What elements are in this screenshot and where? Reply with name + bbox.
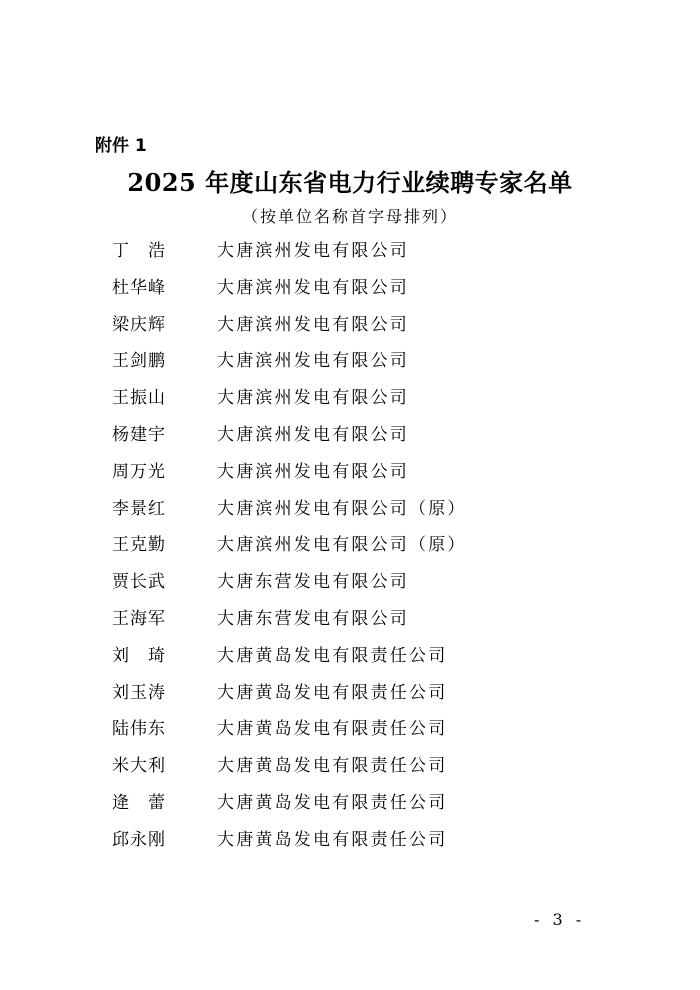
expert-organization: 大唐滨州发电有限公司	[217, 277, 409, 298]
list-item	[0, 524, 700, 561]
list-item	[0, 340, 700, 377]
page-number: - 3 -	[534, 910, 586, 929]
expert-name: 邱永刚	[112, 829, 166, 850]
expert-name: 梁庆辉	[112, 314, 166, 335]
expert-name: 杜华峰	[112, 277, 166, 298]
expert-organization: 大唐滨州发电有限公司	[217, 241, 409, 261]
expert-name: 王剑鹏	[112, 351, 166, 372]
list-item	[0, 672, 700, 709]
list-item	[0, 267, 700, 304]
expert-organization: 大唐黄岛发电有限责任公司	[217, 829, 448, 850]
expert-organization: 大唐滨州发电有限公司	[217, 351, 409, 372]
list-item	[0, 819, 700, 856]
expert-organization: 大唐东营发电有限公司	[217, 608, 409, 629]
expert-organization: 大唐黄岛发电有限责任公司	[217, 719, 448, 740]
list-item	[0, 561, 700, 598]
expert-organization: 大唐滨州发电有限公司	[217, 388, 409, 409]
list-item	[0, 451, 700, 488]
document-subtitle: （按单位名称首字母排列）	[241, 207, 458, 226]
list-item	[0, 304, 700, 341]
expert-name: 周万光	[112, 461, 166, 482]
expert-name: 米大利	[112, 756, 166, 777]
expert-name: 刘 琦	[112, 645, 166, 666]
expert-name: 刘玉涛	[112, 682, 166, 703]
expert-organization: 大唐滨州发电有限公司	[217, 424, 409, 445]
expert-name: 丁 浩	[112, 241, 166, 261]
list-item	[0, 745, 700, 782]
expert-name: 逄 蕾	[112, 792, 166, 813]
expert-name: 陆伟东	[112, 719, 166, 740]
attachment-label: 附件 1	[95, 136, 147, 156]
list-item	[0, 598, 700, 635]
list-item	[0, 414, 700, 451]
expert-name: 杨建宇	[112, 424, 166, 445]
expert-organization: 大唐滨州发电有限公司	[217, 314, 409, 335]
expert-organization: 大唐滨州发电有限公司（原）	[217, 535, 467, 556]
list-item	[0, 377, 700, 414]
document-title: 2025 年度山东省电力行业续聘专家名单	[127, 168, 573, 197]
expert-organization: 大唐黄岛发电有限责任公司	[217, 645, 448, 666]
expert-list	[0, 230, 700, 856]
list-item	[0, 635, 700, 672]
expert-name: 王克勤	[112, 535, 166, 556]
expert-organization: 大唐黄岛发电有限责任公司	[217, 792, 448, 813]
expert-name: 王振山	[112, 388, 166, 409]
expert-organization: 大唐滨州发电有限公司	[217, 461, 409, 482]
list-item	[0, 230, 700, 267]
expert-organization: 大唐黄岛发电有限责任公司	[217, 682, 448, 703]
list-item	[0, 488, 700, 525]
expert-organization: 大唐滨州发电有限公司（原）	[217, 498, 467, 519]
expert-organization: 大唐黄岛发电有限责任公司	[217, 756, 448, 777]
expert-organization: 大唐东营发电有限公司	[217, 572, 409, 593]
expert-name: 贾长武	[112, 572, 166, 593]
expert-name: 李景红	[112, 498, 166, 519]
expert-name: 王海军	[112, 608, 166, 629]
list-item	[0, 782, 700, 819]
list-item	[0, 708, 700, 745]
